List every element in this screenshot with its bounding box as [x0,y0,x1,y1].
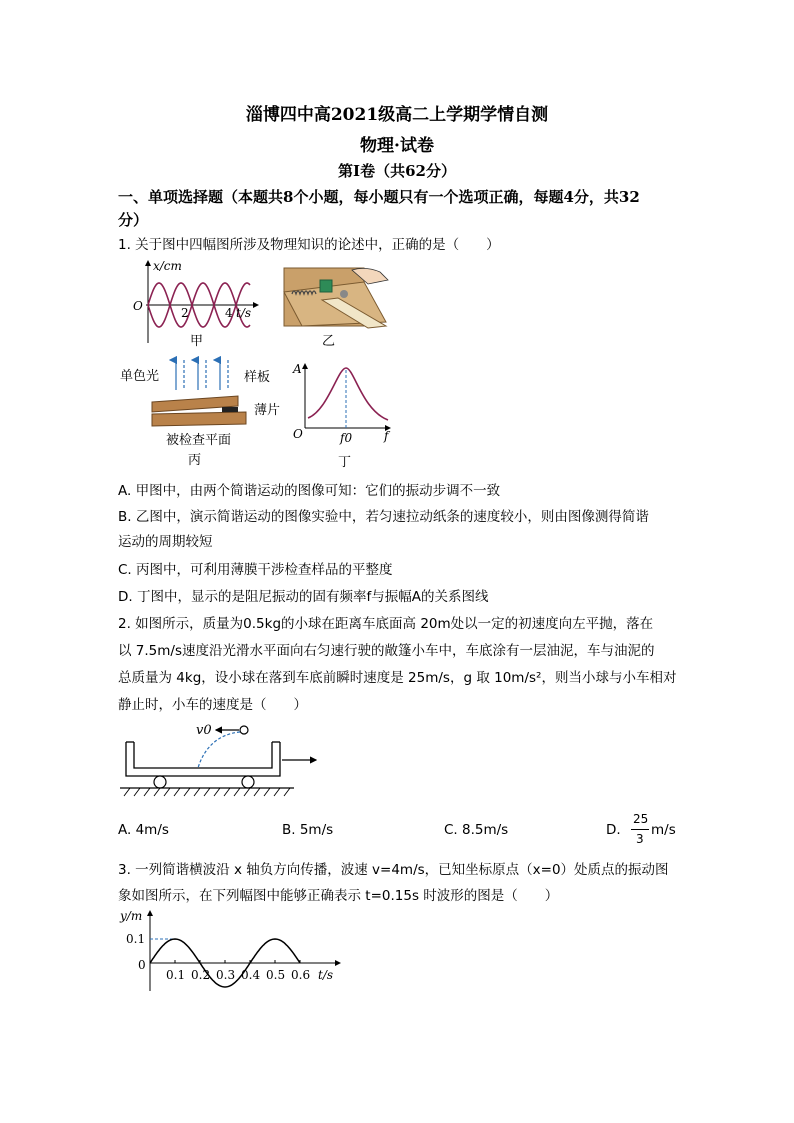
page-title: 淄博四中高2021级高二上学期学情自测 [245,105,549,125]
q1-option-c: C. 丙图中，可利用薄膜干涉检查样品的平整度 [118,562,393,578]
q2-stem-line-4: 静止时，小车的速度是（ ） [118,697,307,713]
q3-stem-line-1: 3. 一列简谐横波沿 x 轴负方向传播，波速 v=4m/s，已知坐标原点（x=0）处质点的振动图 [118,862,669,878]
x-axis-label: t/s [318,968,334,982]
thin-sheet [222,407,238,412]
tick-label: 0.6 [291,968,311,982]
label-light: 单色光 [120,369,160,384]
q2-option-c: C. 8.5m/s [444,822,509,838]
q2-stem-line-3: 总质量为 4kg，设小球在落到车底前瞬时速度是 25m/s，g 取 10m/s²，则当小球与小车相对 [118,670,677,686]
label-plate: 样板 [244,370,271,385]
caption-ding: 丁 [338,455,352,470]
tick-label: 0.3 [216,968,236,982]
q2-option-d-unit: m/s [651,822,676,838]
tick-label: 0.5 [266,968,286,982]
q1-option-d: D. 丁图中，显示的是阻尼振动的固有频率f与振幅A的关系图线 [118,589,489,605]
figure-vibration [118,905,348,997]
q2-stem-line-2: 以 7.5m/s速度沿光滑水平面向右匀速行驶的敞篷小车中，车底涂有一层油泥，车与油泥的 [118,643,655,659]
tick-2: 2 [181,306,189,320]
resonance-curve [308,368,388,420]
page-subtitle: 物理·试卷 [360,136,434,156]
wheel-right [242,776,254,788]
q1-option-b-cont: 运动的周期较短 [118,534,213,550]
figure-bing [118,352,298,448]
part-label: 第I卷（共62分） [338,162,456,180]
v0-label: v0 [196,723,212,738]
tick-label: 0.4 [241,968,261,982]
q2-option-d-denominator: 3 [636,832,644,846]
origin-label: 0 [138,958,146,972]
q2-option-b: B. 5m/s [282,822,334,838]
label-surface: 被检查平面 [166,433,232,448]
ball-icon [240,726,248,734]
section-heading: 一、单项选择题（本题共8个小题，每小题只有一个选项正确，每题4分，共32 [118,188,640,206]
x-axis-label: f [384,429,389,443]
ground-hatching [124,788,290,796]
figure-yi [282,262,392,330]
tick-4: 4 [225,306,233,320]
section-heading-cont: 分） [118,211,149,229]
caption-yi: 乙 [322,334,336,349]
q1-stem: 1. 关于图中四幅图所涉及物理知识的论述中，正确的是（ ） [118,237,500,253]
tick-label: 0.2 [191,968,211,982]
origin-label: O [293,427,303,441]
label-sheet: 薄片 [254,403,281,418]
peak-freq-label: f0 [340,431,353,445]
pen-icon [340,290,348,298]
y-axis-label: x/cm [153,259,182,273]
caption-bing: 丙 [188,453,202,468]
caption-jia: 甲 [190,334,204,349]
q2-option-d-numerator: 25 [633,812,649,826]
amplitude-label: 0.1 [126,932,146,946]
y-axis-label: A [293,362,302,376]
fraction-bar [631,829,649,830]
cart-body [126,742,280,776]
q1-option-b: B. 乙图中，演示简谐运动的图像实验中，若匀速拉动纸条的速度较小，则由图像测得简谐 [118,509,649,525]
origin-label: O [133,299,143,313]
q3-stem-line-2: 象如图所示，在下列幅图中能够正确表示 t=0.15s 时波形的图是（ ） [118,888,559,904]
x-axis-label: t/s [236,306,252,320]
oscillator-block [320,280,332,292]
figure-cart [118,718,328,802]
figure-ding [290,358,400,448]
q2-option-d-prefix: D. [606,822,621,838]
tick-label: 0.1 [166,968,186,982]
q2-option-a: A. 4m/s [118,822,169,838]
q1-option-a: A. 甲图中，由两个简谐运动的图像可知：它们的振动步调不一致 [118,483,501,499]
y-axis-label: y/m [120,909,143,923]
q2-stem-line-1: 2. 如图所示，质量为0.5kg的小球在距离车底面高 20m处以一定的初速度向左平抛，落在 [118,616,654,632]
wheel-left [154,776,166,788]
inspected-surface [152,412,246,426]
